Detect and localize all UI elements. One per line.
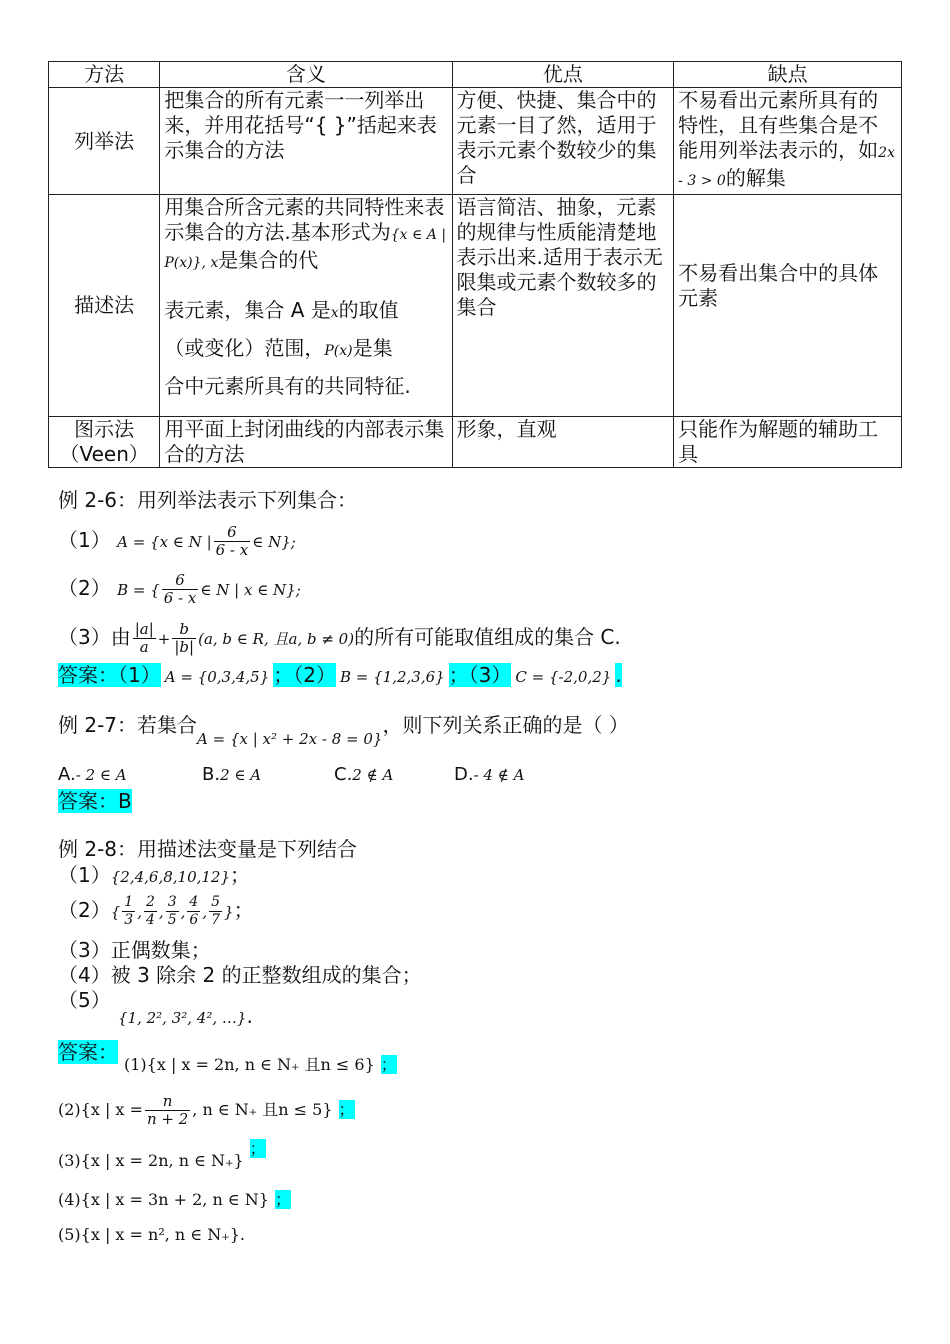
- row-name-venn: 图示法 （Veen）: [49, 417, 160, 468]
- meaning-text: 用集合所含元素的共同特性来表示集合的方法.基本形式为: [164, 195, 445, 244]
- ex27-option-c: C.2 ∉ A: [334, 764, 394, 785]
- fraction: $\frac{n}{n + 2}$: [146, 1092, 189, 1128]
- row-pros: 语言简洁、抽象，元素的规律与性质能清楚地表示出来.适用于表示无限集或元素个数较多的集合: [452, 195, 674, 417]
- row-pros: 形象，直观: [452, 417, 674, 468]
- fraction: $\frac{|a|}{a}$: [134, 620, 154, 656]
- cons-math: 2x - 3 > 0: [678, 145, 895, 189]
- ex28-answer-5: (5){x | x = n², n ∈ N₊}.: [58, 1225, 245, 1244]
- table-row: [49, 417, 902, 468]
- row-cons: [674, 88, 902, 195]
- meaning-text: 合中元素所具有的共同特征.: [164, 374, 411, 398]
- ex28-answer-1: (1){x | x = 2n, n ∈ N₊ 且n ≤ 6} ；: [124, 1055, 397, 1074]
- fraction: $\frac{b}{|b|}$: [174, 620, 195, 656]
- fraction: $\frac{6}{6 - x}$: [215, 523, 249, 559]
- fraction: $\frac{3}{5}$: [167, 894, 177, 928]
- ex27-option-b: B.2 ∈ A: [202, 764, 262, 785]
- fraction: $\frac{2}{4}$: [145, 894, 155, 928]
- cons-text: 不易看出元素所具有的特性，且有些集合是不能用列举法表示的，如: [678, 88, 879, 162]
- row-pros: 方便、快捷、集合中的元素一目了然，适用于表示元素个数较少的集合: [452, 88, 674, 195]
- header-pros: 优点: [452, 62, 674, 88]
- ex26-q2: （2） B = { $\frac{6}{6 - x}$ ∈ N | x ∈ N};: [58, 571, 301, 607]
- meaning-math: P(x): [324, 343, 353, 359]
- fraction: $\frac{6}{6 - x}$: [163, 571, 197, 607]
- ex28-q3: （3）正偶数集；: [58, 938, 211, 962]
- row-cons: 不易看出集合中的具体元素: [674, 195, 902, 417]
- ex28-answer-3: (3){x | x = 2n, n ∈ N₊}；: [58, 1139, 266, 1170]
- meaning-text: 是集: [352, 336, 393, 360]
- ex28-q5: （5）: [58, 988, 111, 1012]
- fraction: $\frac{5}{7}$: [211, 894, 221, 928]
- table-row: [49, 88, 902, 195]
- ex28-answer-2: (2){x | x = $\frac{n}{n + 2}$ , n ∈ N₊ 且n ≤ 5} ；: [58, 1092, 355, 1128]
- ex26-q3: （3）由 $\frac{|a|}{a}$ + $\frac{b}{|b|}$ (a, b ∈ R, 且a, b ≠ 0)的所有可能取值组成的集合 C.: [58, 620, 621, 656]
- ex28-title: 例 2-8：用描述法变量是下列结合: [58, 837, 358, 861]
- meaning-text: 的取值: [338, 298, 399, 322]
- ex28-q2: （2）{ $\frac{1}{3}$ , $\frac{2}{4}$ , $\frac{3}{5}$ , $\frac{4}{6}$ , $\frac{5}{7}$ }；: [58, 894, 254, 928]
- meaning-math: {x ∈ A | P(x)}, x: [164, 227, 447, 271]
- row-meaning: 把集合的所有元素一一列举出来，并用花括号“{ }”括起来表示集合的方法: [160, 88, 452, 195]
- ex28-answer-4: (4){x | x = 3n + 2, n ∈ N} ；: [58, 1190, 291, 1209]
- table-row: [49, 195, 902, 417]
- ex28-q5-math: {1, 2², 3², 4², …}.: [118, 1004, 253, 1028]
- fraction: $\frac{1}{3}$: [124, 894, 134, 928]
- header-method: 方法: [49, 62, 160, 88]
- ex26-q1: （1） A = {x ∈ N | $\frac{6}{6 - x}$ ∈ N};: [58, 523, 296, 559]
- meaning-math: x: [330, 305, 339, 321]
- meaning-text: 是集合的代: [218, 248, 319, 272]
- methods-table: [48, 61, 902, 468]
- meaning-text: （或变化）范围，: [164, 336, 325, 360]
- ex27-option-d: D.- 4 ∉ A: [454, 764, 525, 785]
- row-cons: 只能作为解题的辅助工具: [674, 417, 902, 468]
- ex28-q4: （4）被 3 除余 2 的正整数组成的集合；: [58, 963, 422, 987]
- ex27-option-a: A.- 2 ∈ A: [58, 764, 127, 785]
- meaning-text: 表元素，集合 A 是: [164, 298, 331, 322]
- row-meaning: [160, 195, 452, 417]
- row-name-enumeration: 列举法: [49, 88, 160, 195]
- ex28-q1: （1）{2,4,6,8,10,12}；: [58, 863, 251, 887]
- ex27-title: 例 2-7：若集合$_{A = \{x | x^2 + 2x - 8 = 0\}}$，则下列关系正确的是（ ）: [58, 713, 629, 748]
- row-meaning: 用平面上封闭曲线的内部表示集合的方法: [160, 417, 452, 468]
- ex26-title: 例 2-6：用列举法表示下列集合：: [58, 488, 358, 512]
- cons-suffix: 的解集: [725, 166, 786, 190]
- table-header-row: [49, 62, 902, 88]
- ex26-answer: 答案：（1） A = {0,3,4,5} ；（2） B = {1,2,3,6} ；（3） C = {-2,0,2} .: [58, 663, 622, 687]
- ex28-answer-label: 答案：: [58, 1040, 118, 1064]
- header-meaning: 含义: [160, 62, 452, 88]
- header-cons: 缺点: [674, 62, 902, 88]
- ex27-answer: 答案：B: [58, 789, 132, 813]
- fraction: $\frac{4}{6}$: [189, 894, 199, 928]
- fraction-list: $\frac{1}{3}$ , $\frac{2}{4}$ , $\frac{3}{5}$ , $\frac{4}{6}$ , $\frac{5}{7}$: [124, 894, 221, 928]
- row-name-description: 描述法: [49, 195, 160, 417]
